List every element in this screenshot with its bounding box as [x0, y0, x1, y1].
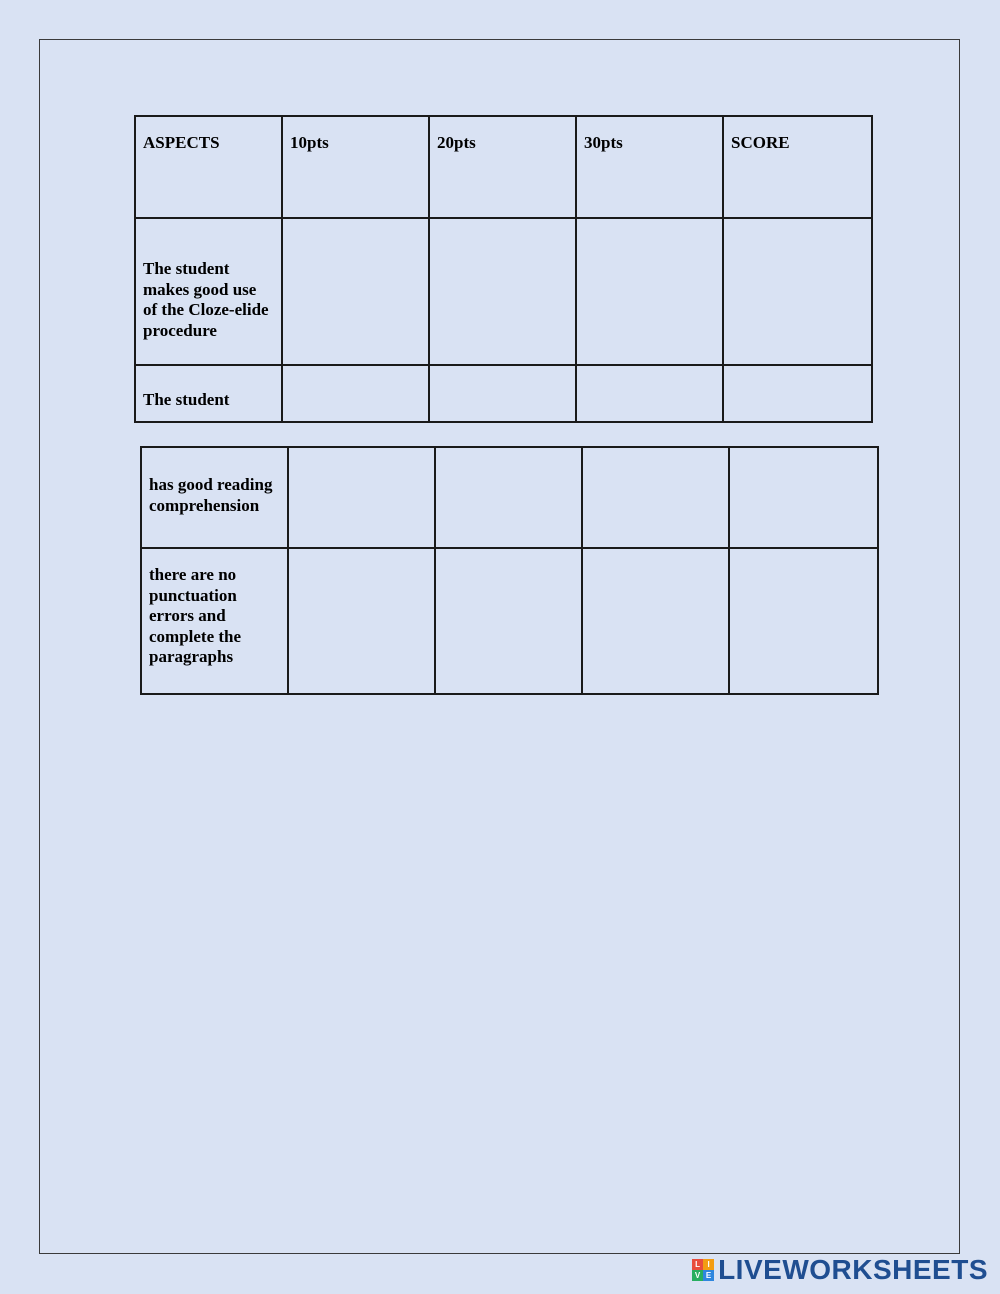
score-cell-10pts[interactable]: [288, 447, 435, 548]
aspect-student: The student: [135, 365, 282, 422]
score-cell-total[interactable]: [723, 218, 872, 365]
score-cell-30pts[interactable]: [582, 548, 729, 694]
score-cell-30pts[interactable]: [582, 447, 729, 548]
logo-letter: V: [692, 1270, 703, 1281]
score-cell-10pts[interactable]: [282, 218, 429, 365]
score-cell-20pts[interactable]: [429, 218, 576, 365]
rubric-table-top: [134, 115, 873, 423]
rubric-table-bottom: [140, 446, 879, 695]
score-cell-total[interactable]: [723, 365, 872, 422]
score-cell-30pts[interactable]: [576, 218, 723, 365]
aspect-reading-comprehension: has good reading comprehension: [141, 447, 288, 548]
table-row: [135, 218, 872, 365]
header-30pts: 30pts: [576, 116, 723, 218]
header-20pts: 20pts: [429, 116, 576, 218]
logo-letter: I: [703, 1259, 714, 1270]
watermark-text: LIVEWORKSHEETS: [718, 1254, 988, 1285]
header-score: SCORE: [723, 116, 872, 218]
liveworksheets-logo-icon: [692, 1259, 714, 1281]
table-row: [135, 365, 872, 422]
aspect-cloze: The student makes good use of the Cloze-elide procedure: [135, 218, 282, 365]
table-row: [141, 548, 878, 694]
score-cell-20pts[interactable]: [435, 447, 582, 548]
score-cell-30pts[interactable]: [576, 365, 723, 422]
header-aspects: ASPECTS: [135, 116, 282, 218]
score-cell-10pts[interactable]: [282, 365, 429, 422]
score-cell-total[interactable]: [729, 548, 878, 694]
header-10pts: 10pts: [282, 116, 429, 218]
score-cell-total[interactable]: [729, 447, 878, 548]
logo-letter: E: [703, 1270, 714, 1281]
score-cell-10pts[interactable]: [288, 548, 435, 694]
logo-letter: L: [692, 1259, 703, 1270]
score-cell-20pts[interactable]: [435, 548, 582, 694]
liveworksheets-watermark: [692, 1256, 988, 1284]
score-cell-20pts[interactable]: [429, 365, 576, 422]
table-row: [141, 447, 878, 548]
aspect-punctuation: there are no punctuation errors and complete the paragraphs: [141, 548, 288, 694]
header-row: [135, 116, 872, 218]
